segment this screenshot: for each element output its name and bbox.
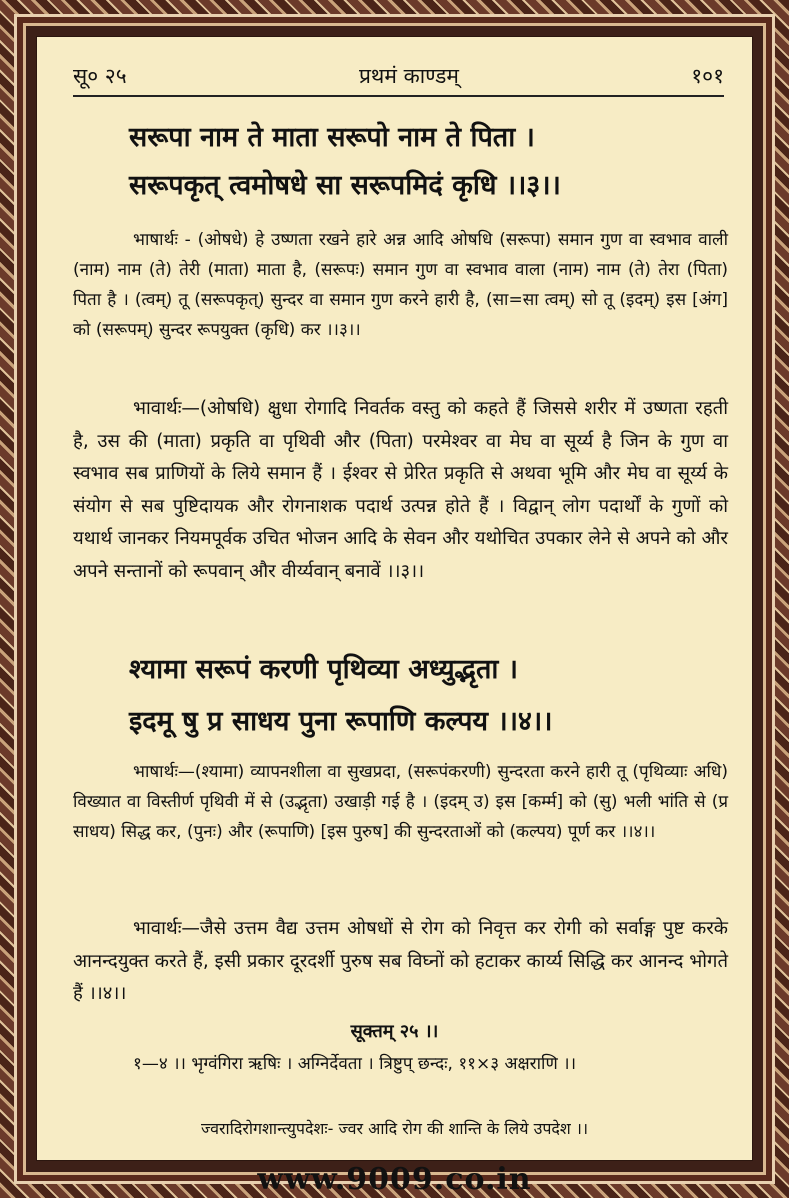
sukta-meta-text: १—४ ।। भृग्वंगिरा ऋषिः । अग्निर्देवता । त्रिष्टुप् छन्दः, ११×३ अक्षराणि ।।: [133, 1054, 577, 1074]
sukta-meta: [73, 1049, 728, 1079]
bhashya-4-text: भाषार्थः—(श्यामा) व्यापनशीला वा सुखप्रदा, (सरूपंकरणी) सुन्दरता करने हारी तू (पृथिव्याः अधि) विख्यात वा विस्तीर्ण पृथिवी में से (उद्भृता) उखाड़ी गई है । (इदम् उ) इस [कर्म्म] को (सु) भली भांति से (प्र साधय) सिद्ध कर, (पुनः) और (रूपाणि) [इस पुरुष] की सुन्दरताओं को (कल्पय) पूर्ण कर ।।४।।: [73, 762, 728, 842]
mantra-4-line-1: श्यामा सरूपं करणी पृथिव्या अध्युद्भृता ।: [129, 654, 518, 685]
mantra-3-line-2: सरूपकृत् त्वमोषधे सा सरूपमिदं कृधि ।।३।।: [129, 170, 561, 201]
sukta-heading: सूक्तम् २५ ।।: [350, 1021, 439, 1042]
bhavartha-4: [73, 913, 728, 1011]
header-kand-title: प्रथमं काण्डम्: [358, 64, 459, 88]
header-sukta-number: सू० २५: [73, 64, 127, 88]
website-watermark: www.9009.co.in: [257, 1162, 532, 1197]
header-rule: [73, 95, 724, 97]
mantra-4-line-2: इदमू षु प्र साधय पुना रूपाणि कल्पय ।।४।।: [129, 706, 553, 737]
upadesha-line: ज्वरादिरोगशान्त्युपदेशः- ज्वर आदि रोग की शान्ति के लिये उपदेश ।।: [200, 1119, 589, 1138]
bhavartha-3: [73, 393, 728, 588]
bhashya-4: [73, 757, 728, 847]
bhashya-3-text: भाषार्थः - (ओषधे) हे उष्णता रखने हारे अन्न आदि ओषधि (सरूपा) समान गुण वा स्वभाव वाली (नाम) नाम (ते) तेरी (माता) माता है, (सरूपः) समान गुण वा स्वभाव वाला (नाम) नाम (ते) तेरा (पिता) पिता है । (त्वम्) तू (सरूपकृत्) सुन्दर वा समान गुण करने हारी है, (सा=सा त्वम्) सो तू (इदम्) इस [अंग] को (सरूपम्) सुन्दर रूपयुक्त (कृधि) कर ।।३।।: [73, 230, 728, 340]
header-page-number: १०१: [691, 64, 724, 88]
running-header: [73, 59, 724, 93]
bhavartha-4-text: भावार्थः—जैसे उत्तम वैद्य उत्तम ओषधों से रोग को निवृत्त कर रोगी को सर्वाङ्ग पुष्ट करके आनन्दयुक्त करते हैं, इसी प्रकार दूरदर्शी पुरुष सब विघ्नों को हटाकर कार्य्य सिद्धि कर आनन्द भोगते हैं ।।४।।: [73, 918, 728, 1004]
book-page: [36, 36, 753, 1161]
bhashya-3: [73, 225, 728, 345]
bhavartha-3-text: भावार्थः—(ओषधि) क्षुधा रोगादि निवर्तक वस्तु को कहते हैं जिससे शरीर में उष्णता रहती है, उस की (माता) प्रकृति वा पृथिवी और (पिता) परमेश्वर वा मेघ वा सूर्य्य है जिन के गुण वा स्वभाव सब प्राणियों के लिये समान हैं । ईश्वर से प्रेरित प्रकृति से अथवा भूमि और मेघ वा सूर्य्य के संयोग से सब पुष्टिदायक और रोगनाशक पदार्थ उत्पन्न होते हैं । विद्वान् लोग पदार्थों के गुणों को यथार्थ जानकर नियमपूर्वक उचित भोजन आदि के सेवन और यथोचित उपकार लेने से अपने को और अपने सन्तानों को रूपवान् और वीर्य्यवान् बनावें ।।३।।: [73, 398, 728, 582]
mantra-3-line-1: सरूपा नाम ते माता सरूपो नाम ते पिता ।: [129, 122, 535, 153]
